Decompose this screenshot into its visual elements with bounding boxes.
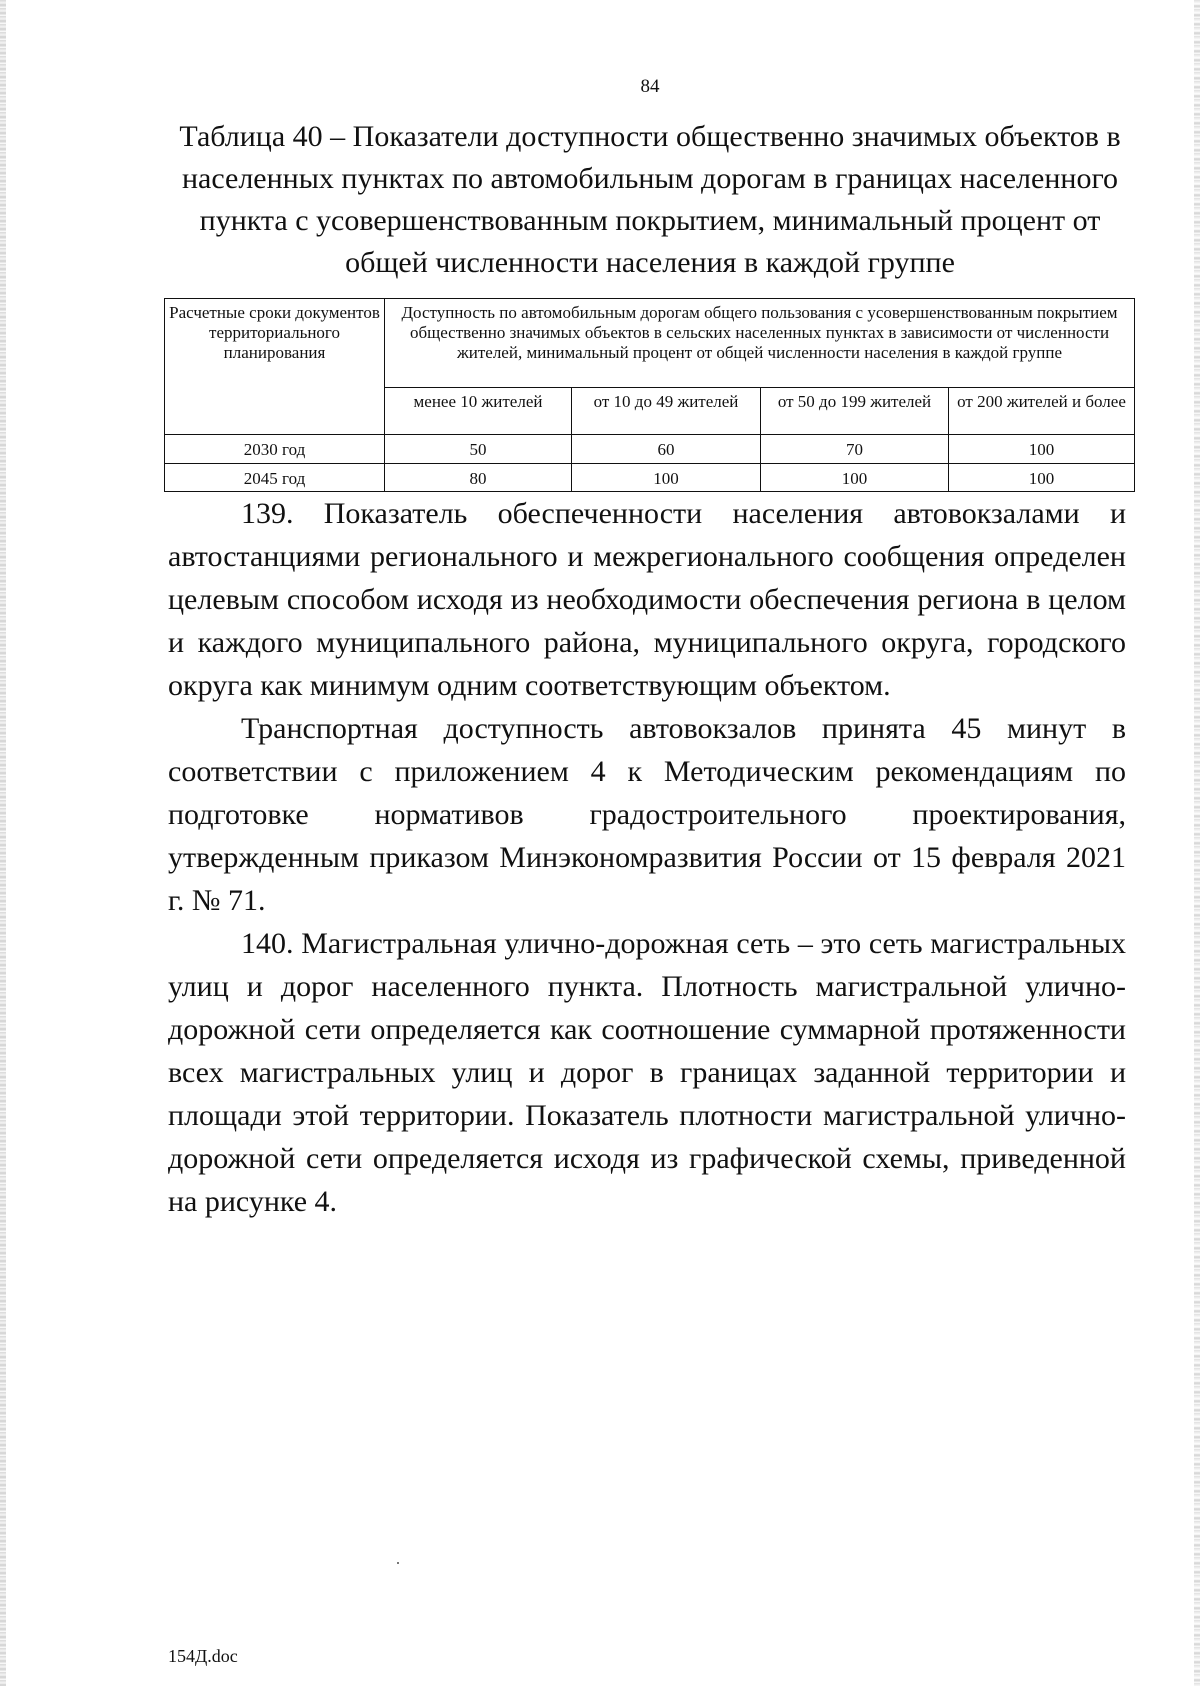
- table-cell: 100: [761, 464, 949, 492]
- table-subheader-10-49: от 10 до 49 жителей: [572, 388, 761, 435]
- page-number: 84: [640, 76, 660, 97]
- row-label: 2045 год: [165, 464, 385, 492]
- table-cell: 60: [572, 435, 761, 464]
- table-header-accessibility-group: Доступность по автомобильным дорогам общего пользования с усовершенствованным покрытием общественно значимых объектов в сельских населенных пунктах в зависимости от численности жителей, минимальный процент от общей численности населения в каждой группе: [385, 299, 1135, 388]
- scan-speck: [397, 1562, 399, 1564]
- table-header-planning-periods: Расчетные сроки документов территориального планирования: [165, 299, 385, 435]
- table-cell: 70: [761, 435, 949, 464]
- accessibility-table: [164, 298, 1135, 492]
- table-cell: 80: [385, 464, 572, 492]
- paragraph-139: 139. Показатель обеспеченности населения автовокзалами и автостанциями регионального и межрегионального сообщения определен целевым способом исходя из необходимости обеспечения региона в целом и каждого муниципального района, муниципального округа, городского округа как минимум одним соответствующим объектом.: [168, 497, 1126, 702]
- table-cell: 100: [949, 435, 1135, 464]
- footer-filename: 154Д.doc: [168, 1646, 238, 1666]
- table-cell: 100: [949, 464, 1135, 492]
- table-subheader-200-plus: от 200 жителей и более: [949, 388, 1135, 435]
- table-subheader-under-10: менее 10 жителей: [385, 388, 572, 435]
- table-cell: 100: [572, 464, 761, 492]
- table-caption: Таблица 40 – Показатели доступности общественно значимых объектов в населенных пунктах по автомобильным дорогам в границах населенного пункта с усовершенствованным покрытием, минимальный процент от общей численности населения в каждой группе: [179, 120, 1121, 279]
- row-label: 2030 год: [165, 435, 385, 464]
- table-subheader-50-199: от 50 до 199 жителей: [761, 388, 949, 435]
- table-cell: 50: [385, 435, 572, 464]
- table-row: [165, 435, 1135, 464]
- paragraph-140: 140. Магистральная улично-дорожная сеть – это сеть магистральных улиц и дорог населенного пункта. Плотность магистральной улично-дорожной сети определяется как соотношение суммарной протяженности всех магистральных улиц и дорог в границах заданной территории и площади этой территории. Показатель плотности магистральной улично-дорожной сети определяется исходя из графической схемы, приведенной на рисунке 4.: [168, 927, 1126, 1218]
- table-row: [165, 464, 1135, 492]
- scan-edge-left: [0, 0, 6, 1686]
- paragraph-transport-access: Транспортная доступность автовокзалов принята 45 минут в соответствии с приложением 4 к Методическим рекомендациям по подготовке нормативов градостроительного проектирования, утвержденным приказом Минэкономразвития России от 15 февраля 2021 г. № 71.: [168, 712, 1126, 917]
- scan-edge-right: [1194, 0, 1200, 1686]
- body-text: [168, 492, 1126, 1223]
